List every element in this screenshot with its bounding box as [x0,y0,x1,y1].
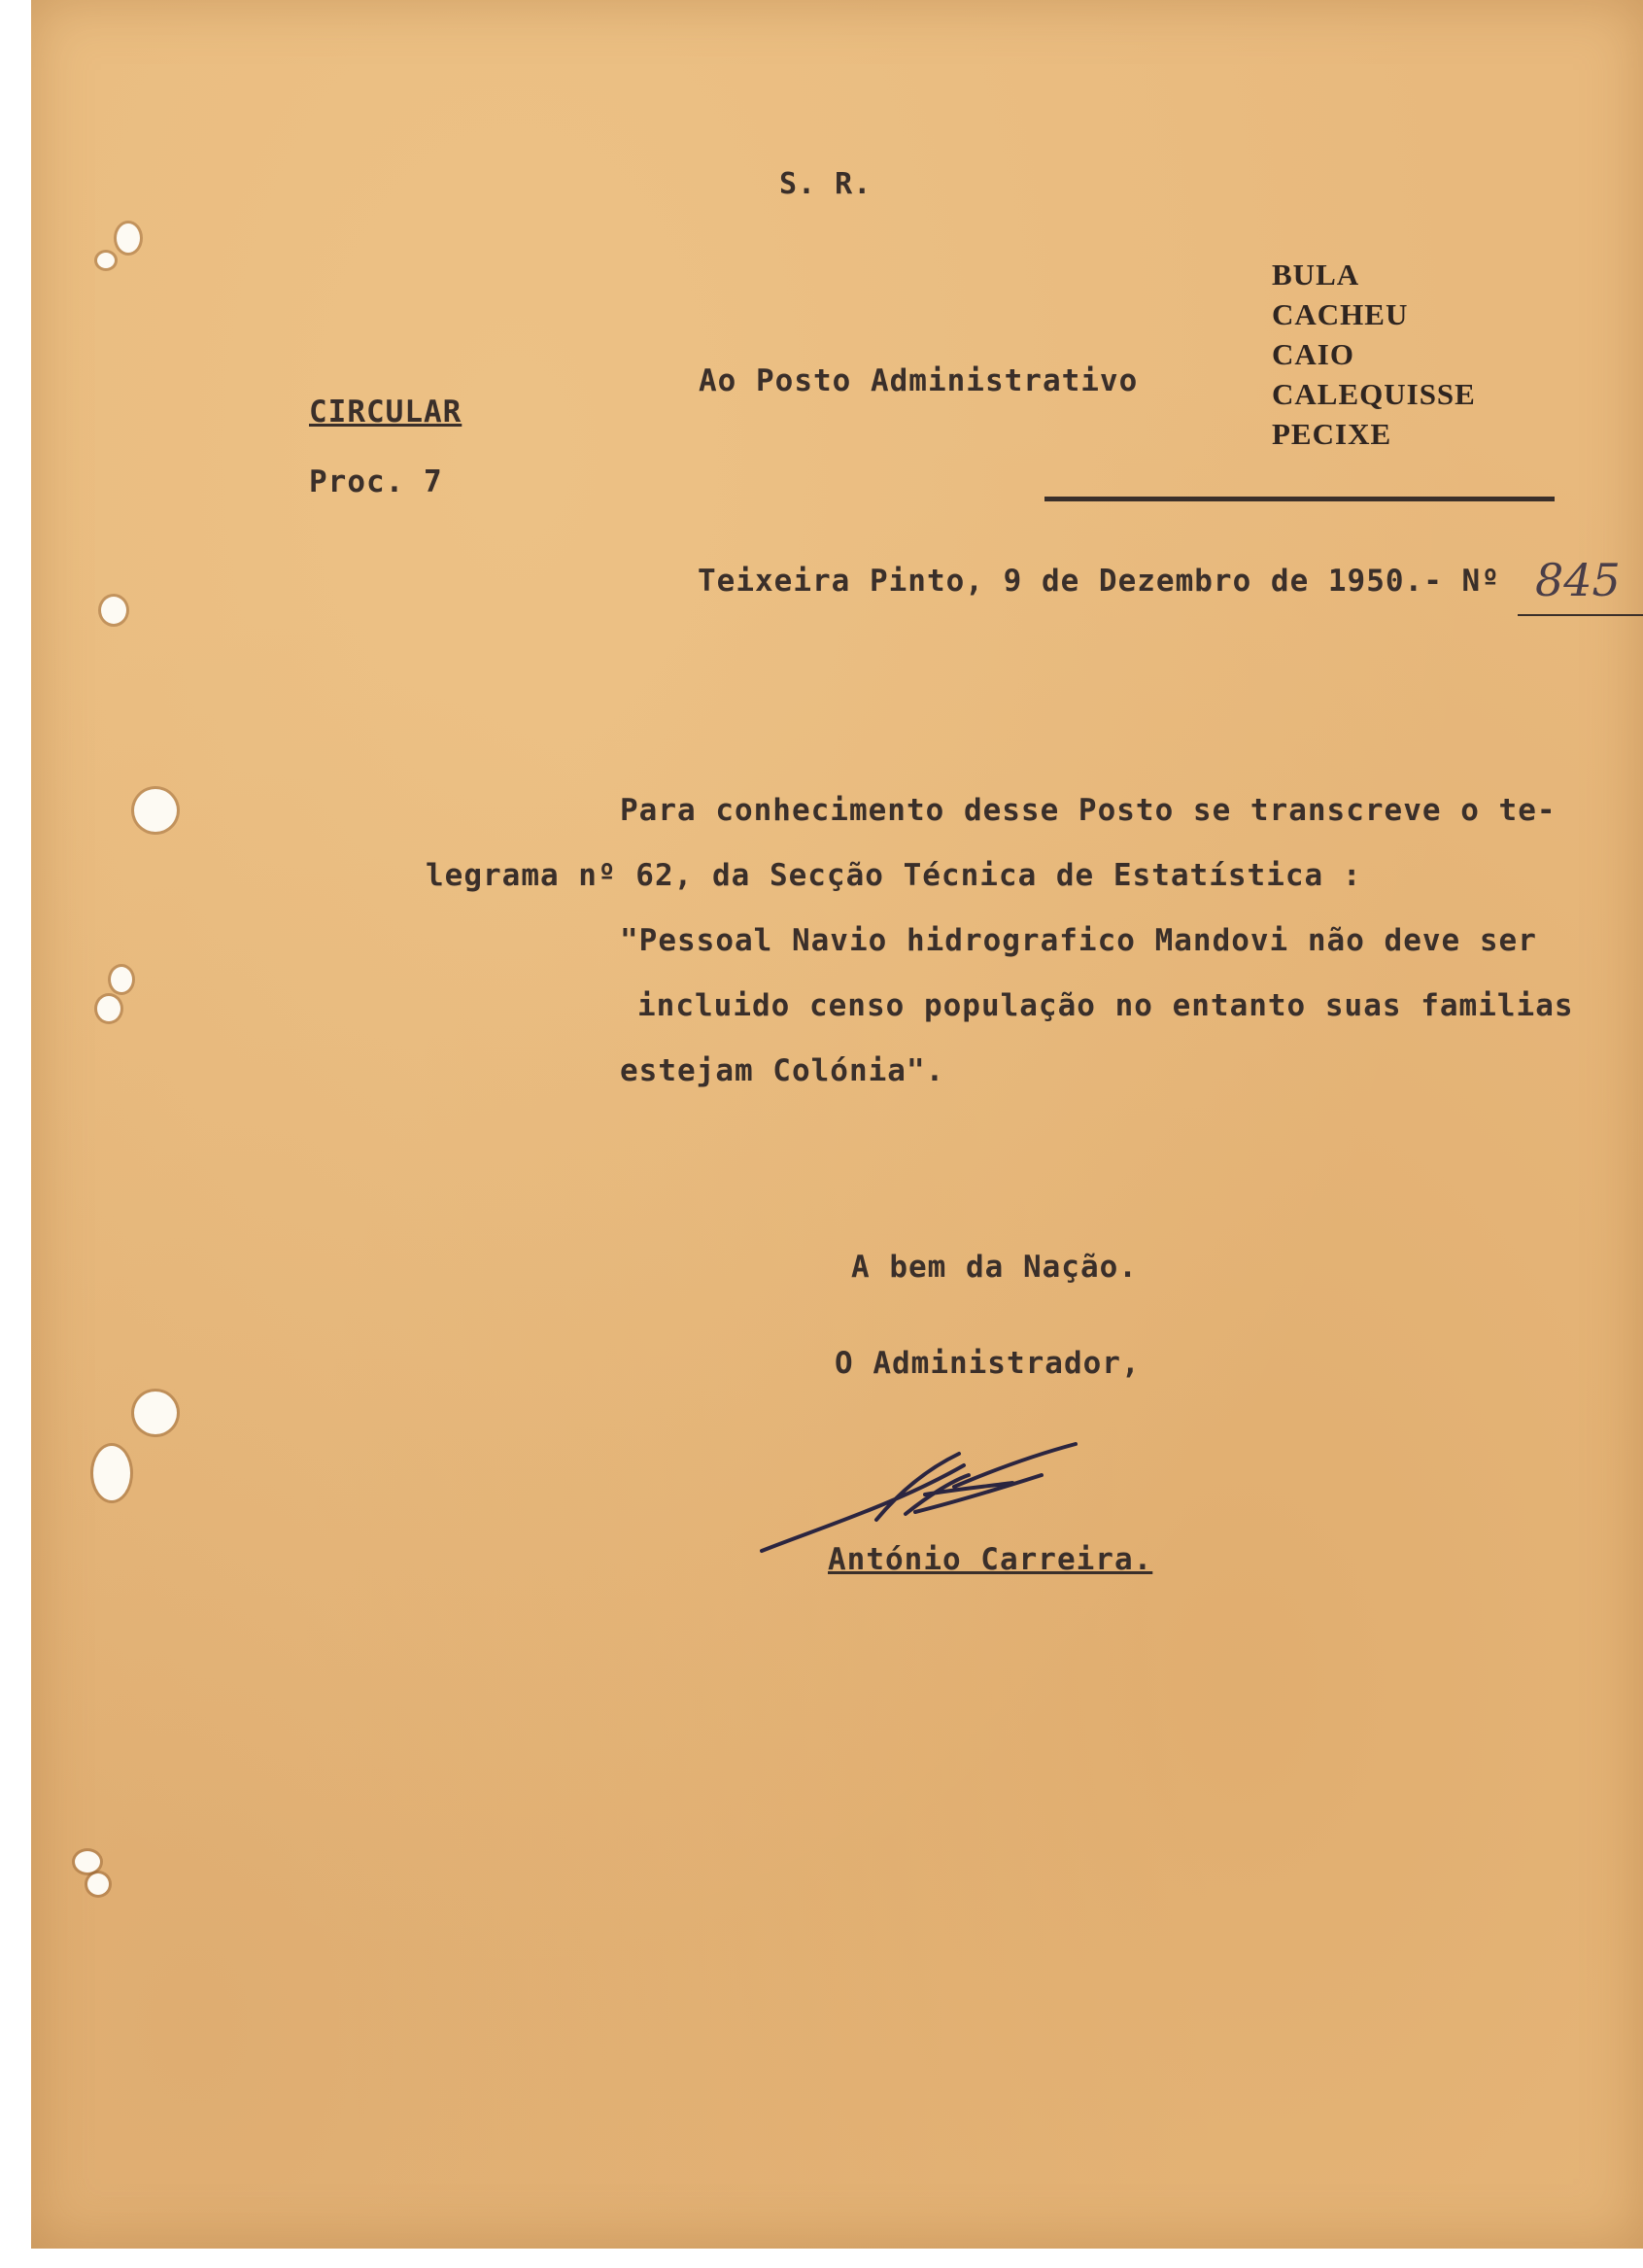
body-line: Para conhecimento desse Posto se transcreve o te- [620,793,1557,828]
body-line: estejam Colónia". [620,1053,945,1088]
recipient-item: CALEQUISSE [1272,377,1476,411]
handwritten-number: 845 [1535,554,1621,606]
proc-label: Proc. 7 [309,464,443,499]
paper-hole [134,789,177,832]
recipient-item: PECIXE [1272,417,1392,451]
paper-hole [111,967,132,992]
paper-hole [93,1446,130,1500]
signatory-name: António Carreira. [828,1542,1153,1577]
recipient-item: CAIO [1272,337,1354,371]
paper-hole [87,1873,109,1895]
number-underline [1518,614,1643,616]
paper-hole [97,996,120,1021]
body-line: incluido censo população no entanto suas familias [637,988,1574,1023]
date-line: Teixeira Pinto, 9 de Dezembro de 1950.- Nº [698,564,1500,599]
paper-hole [134,1392,177,1434]
signatory-title: O Administrador, [835,1346,1141,1381]
header-divider [1044,497,1555,501]
body-line: legrama nº 62, da Secção Técnica de Estatística : [426,858,1362,893]
recipient-item: CACHEU [1272,297,1409,331]
closing-line: A bem da Nação. [851,1250,1138,1285]
paper-hole [117,223,140,253]
document-page [31,0,1643,2249]
addressee-label: Ao Posto Administrativo [699,363,1139,398]
circular-label: CIRCULAR [309,395,462,430]
header-sr: S. R. [779,167,873,201]
recipient-item: BULA [1272,258,1360,292]
body-line: "Pessoal Navio hidrografico Mandovi não deve ser [620,923,1537,958]
recipient-list [1272,255,1476,454]
paper-hole [75,1851,100,1873]
paper-hole [101,597,126,624]
paper-hole [97,253,115,268]
